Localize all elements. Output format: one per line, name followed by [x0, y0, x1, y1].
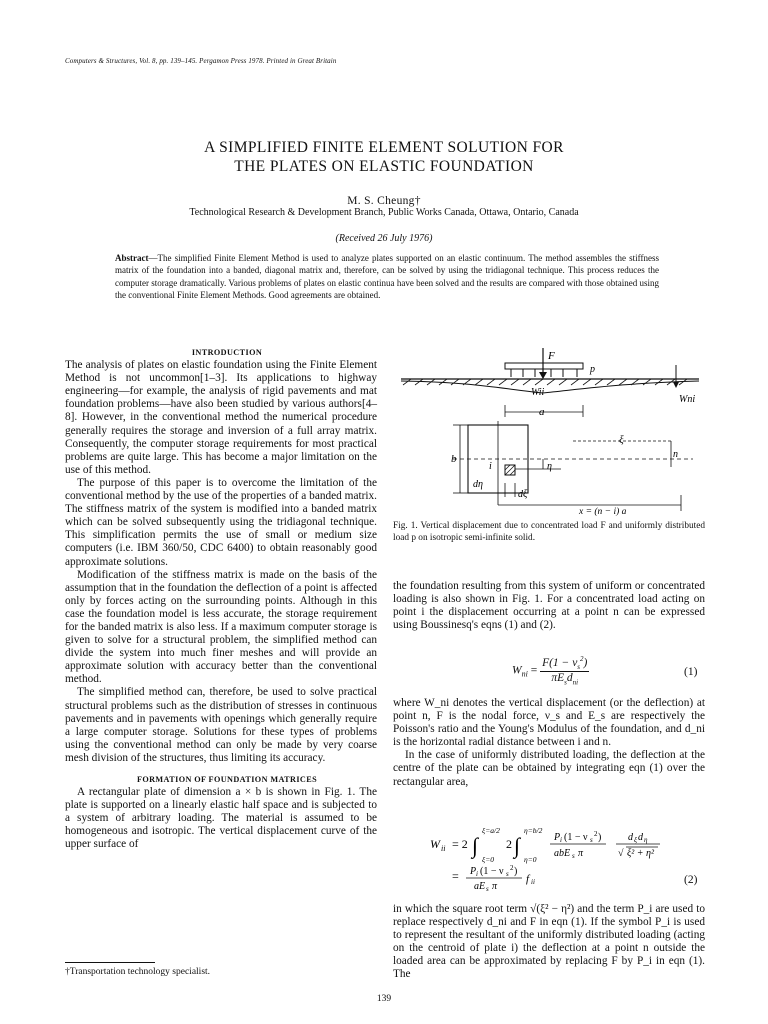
label-n: n [673, 449, 678, 460]
paper-title [0, 138, 768, 176]
svg-text:f: f [526, 873, 530, 885]
svg-text:i: i [560, 836, 562, 844]
label-b: b [451, 453, 457, 465]
svg-text:): ) [598, 832, 602, 843]
svg-text:d: d [628, 832, 633, 843]
left-column [65, 346, 377, 852]
intro-paragraph-3: Modification of the stiffness matrix is made on the basis of the assumption that in the foundation the deflection of a point is affected only by forces acting on the surrounding points. Although in this case the foundation model is less accurate, the storage requirement for the banded matrix is also less. If a maximum computer storage is given to solve for a structural problem, the simplified method can divide the system into much finer meshes and will provide an approximate solution with accuracy better than the conventional method. [65, 568, 377, 686]
right-column-block-2 [393, 697, 705, 789]
svg-text:i: i [476, 870, 478, 878]
title-line-2: THE PLATES ON ELASTIC FOUNDATION [234, 158, 534, 175]
eq1-fraction: $\frac{F(1 - \nu_s^2)}{\pi E_sd_{ni}}$ [542, 655, 588, 687]
svg-text:∫: ∫ [472, 833, 479, 858]
intro-paragraph-2: The purpose of this paper is to overcome the limitation of the conventional method by the use of the properties of a banded matrix. The stiffness matrix of the system is modified into a banded matrix which can be solved subsequently using the tridiagonal technique. This simplification permits the use of small or medium size computers (i.e. IBM 360/50, CDC 6400) to obtain reasonably good approximate solutions. [65, 476, 377, 568]
svg-text:π: π [578, 848, 584, 859]
right-column-block-1 [393, 580, 705, 632]
label-a: a [539, 406, 545, 418]
svg-text:d: d [638, 832, 643, 843]
figure-caption: Fig. 1. Vertical displacement due to concentrated load F and uniformly distributed load p on isotropic semi-infinite solid. [393, 521, 705, 543]
received-date: (Received 26 July 1976) [335, 233, 433, 244]
right-paragraph-3: In the case of uniformly distributed loading, the deflection at the centre of the plate can be obtained by integrating eqn (1) over the rectangular area, [393, 749, 705, 788]
label-dxi: dξ [518, 489, 528, 500]
svg-text:= 2: = 2 [452, 837, 468, 851]
footnote-rule [65, 962, 155, 963]
intro-paragraph-4: The simplified method can, therefore, be used to solve practical structural problems such as the distribution of stresses in continuous pavements and in pavements with openings which generally require a large computer storage. Solutions for these types of problems using the conventional method can only be made by very coarse mesh division of the structures, thus limiting its accuracy. [65, 686, 377, 764]
label-Wii: Wii [531, 387, 545, 398]
svg-text:(1 − ν: (1 − ν [564, 832, 588, 843]
svg-text:ii: ii [531, 878, 535, 886]
svg-text:ii: ii [441, 844, 446, 853]
svg-text:abE: abE [554, 848, 571, 859]
eq1-denominator: πE [551, 672, 565, 685]
right-paragraph-2: where W_ni denotes the vertical displacement (or the deflection) at point n, F is the nodal force, ν_s and E_s are respectively the Poisson's ratio and the Young's Modulus of the foundation, and d_ni is the horizontal radial distance between i and n. [393, 697, 705, 749]
right-paragraph-4: in which the square root term √(ξ² − η²) and the term P_i are used to replace respectively d_ni and F in eqn (1). If the symbol P_i is used to represent the resultant of the uniformly distributed loading (acting on the centroid of plate i) the deflection at a point n outside the loaded area can be approximated by replacing F by P_i in eqn (1). The [393, 903, 705, 981]
svg-text:): ) [514, 866, 518, 877]
formation-paragraph-1: A rectangular plate of dimension a × b is shown in Fig. 1. The plate is supported on a linearly elastic half space and is subjected to a system of arbitrary loading. The material is assumed to be homogeneous and isotropic. The vertical displacement curve of the upper surface of [65, 786, 377, 851]
svg-text:ξ: ξ [634, 836, 637, 844]
eq1-lhs-sub: ni [521, 669, 528, 679]
svg-text:W: W [430, 837, 440, 851]
introduction-heading: INTRODUCTION [191, 348, 263, 357]
author: M. S. Cheung† [347, 195, 421, 207]
page-number: 139 [376, 994, 392, 1004]
eq1-lhs: W [512, 664, 522, 677]
label-Wni: Wni [679, 394, 696, 405]
equation-2 [430, 822, 710, 892]
right-column-block-3 [393, 903, 705, 982]
svg-text:aE: aE [474, 881, 486, 892]
svg-text:s: s [506, 870, 509, 878]
svg-text:(1 − ν: (1 − ν [480, 866, 504, 877]
svg-text:s: s [590, 836, 593, 844]
intro-paragraph-1: The analysis of plates on elastic foundation using the Finite Element Method is not uncommon[1–3]. Its applications to highway engineering—for example, the analysis of rigid pavements and mat foundation problems—have also been studied by various authors[4–8]. However, in the conventional method the numerical procedure generally requires the storage and inversion of a full array matrix. Consequently, the computer storage requirements for most practical problems are quite large. This has become a major limitation on the use of this method. [65, 359, 377, 476]
label-deta: dη [473, 479, 483, 490]
affiliation: Technological Research & Development Branch, Public Works Canada, Ottawa, Ontario, Canada [189, 207, 579, 218]
svg-text:=: = [452, 869, 459, 883]
figure-1 [393, 345, 705, 517]
svg-text:∫: ∫ [514, 833, 521, 858]
svg-text:s: s [486, 885, 489, 892]
svg-text:√: √ [618, 848, 624, 859]
equation-1-number: (1) [684, 666, 698, 678]
label-i: i [489, 461, 492, 472]
svg-text:π: π [492, 881, 498, 892]
formation-heading: FORMATION OF FOUNDATION MATRICES [136, 775, 318, 784]
svg-text:η=b/2: η=b/2 [524, 826, 543, 835]
eq1-numerator: F(1 − ν [542, 656, 578, 669]
label-eta: η [547, 461, 552, 472]
svg-text:η=0: η=0 [524, 855, 537, 864]
footnote: †Transportation technology specialist. [65, 967, 211, 977]
svg-text:ξ² + η²: ξ² + η² [627, 848, 654, 859]
svg-text:ξ=a/2: ξ=a/2 [482, 826, 500, 835]
equation-1: $W_{ni}$ = $\frac{F(1 - \nu_s^2)}{\pi E_sd_{ni}}$ [512, 655, 588, 687]
label-xi: ξ [619, 434, 624, 446]
svg-text:η: η [644, 836, 648, 844]
svg-text:2: 2 [510, 864, 514, 872]
label-x-expression: x = (n − i) a [579, 507, 627, 517]
abstract-text: —The simplified Finite Element Method is used to analyze plates supported on an elastic continuum. The method assembles the stiffness matrix of the foundation into a banded, diagonal matrix and, therefore, can be solved by using the tridiagonal technique. This process reduces the computer storage dramatically. Various problems of plates on elastic continua have been solved and the results are compared with those obtained using the conventional Finite Element Methods. Good agreements are obtained. [115, 253, 659, 301]
svg-text:2: 2 [506, 837, 512, 851]
svg-text:s: s [572, 852, 575, 860]
svg-text:P: P [470, 866, 477, 877]
label-F: F [548, 350, 555, 362]
svg-text:P: P [554, 832, 561, 843]
abstract-label: Abstract [115, 253, 149, 263]
equation-2-number: (2) [684, 874, 698, 886]
label-p: p [590, 364, 595, 375]
journal-reference: Computers & Structures, Vol. 8, pp. 139–145. Pergamon Press 1978. Printed in Great Britain [65, 57, 337, 65]
abstract [115, 252, 659, 302]
right-paragraph-1: the foundation resulting from this system of uniform or concentrated loading is also shown in Fig. 1. For a concentrated load acting on point i the displacement occurring at a point n can be expressed using Boussinesq's eqns (1) and (2). [393, 580, 705, 632]
svg-text:2: 2 [594, 830, 598, 838]
title-line-1: A SIMPLIFIED FINITE ELEMENT SOLUTION FOR [204, 139, 564, 156]
svg-text:ξ=0: ξ=0 [482, 855, 495, 864]
